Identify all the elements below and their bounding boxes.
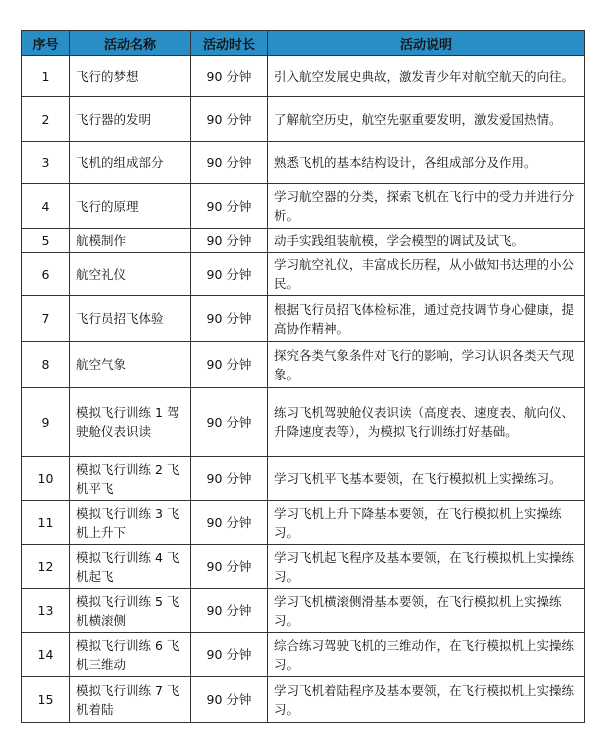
- table-row: [22, 142, 585, 184]
- cell-name: 模拟飞行训练 3 飞机上升下: [70, 501, 191, 545]
- cell-num: 12: [22, 545, 70, 589]
- cell-name: 模拟飞行训练 5 飞机横滚侧: [70, 589, 191, 633]
- cell-num: 2: [22, 97, 70, 142]
- cell-name: 飞行员招飞体验: [70, 296, 191, 342]
- cell-desc: 学习飞机上升下降基本要领，在飞行模拟机上实操练习。: [268, 501, 585, 545]
- cell-num: 4: [22, 184, 70, 229]
- table-row: [22, 633, 585, 677]
- cell-num: 11: [22, 501, 70, 545]
- cell-duration: 90 分钟: [191, 56, 268, 97]
- table-row: [22, 97, 585, 142]
- cell-desc: 综合练习驾驶飞机的三维动作，在飞行模拟机上实操练习。: [268, 633, 585, 677]
- cell-name: 飞行的梦想: [70, 56, 191, 97]
- table-row: [22, 184, 585, 229]
- table-row: [22, 501, 585, 545]
- cell-desc: 学习飞机横滚侧滑基本要领，在飞行模拟机上实操练习。: [268, 589, 585, 633]
- cell-duration: 90 分钟: [191, 545, 268, 589]
- cell-duration: 90 分钟: [191, 342, 268, 388]
- header-name: 活动名称: [70, 31, 191, 56]
- cell-desc: 探究各类气象条件对飞行的影响，学习认识各类天气现象。: [268, 342, 585, 388]
- table-header-row: [22, 31, 585, 56]
- cell-desc: 根据飞行员招飞体检标准，通过竞技调节身心健康，提高协作精神。: [268, 296, 585, 342]
- cell-name: 航空礼仪: [70, 253, 191, 296]
- cell-name: 模拟飞行训练 6 飞机三维动: [70, 633, 191, 677]
- header-num: 序号: [22, 31, 70, 56]
- cell-duration: 90 分钟: [191, 97, 268, 142]
- cell-num: 9: [22, 388, 70, 457]
- cell-name: 飞行的原理: [70, 184, 191, 229]
- cell-desc: 练习飞机驾驶舱仪表识读（高度表、速度表、航向仪、升降速度表等），为模拟飞行训练打好基础。: [268, 388, 585, 457]
- table-row: [22, 229, 585, 253]
- table-row: [22, 388, 585, 457]
- cell-desc: 学习航空器的分类，探索飞机在飞行中的受力并进行分析。: [268, 184, 585, 229]
- activity-table: [21, 30, 585, 723]
- cell-name: 模拟飞行训练 1 驾驶舱仪表识读: [70, 388, 191, 457]
- cell-num: 7: [22, 296, 70, 342]
- table-row: [22, 56, 585, 97]
- table-row: [22, 253, 585, 296]
- cell-duration: 90 分钟: [191, 142, 268, 184]
- cell-name: 飞机的组成部分: [70, 142, 191, 184]
- cell-duration: 90 分钟: [191, 501, 268, 545]
- table-row: [22, 457, 585, 501]
- cell-desc: 学习飞机着陆程序及基本要领，在飞行模拟机上实操练习。: [268, 677, 585, 723]
- cell-duration: 90 分钟: [191, 229, 268, 253]
- table-row: [22, 296, 585, 342]
- table-row: [22, 342, 585, 388]
- cell-duration: 90 分钟: [191, 457, 268, 501]
- table-row: [22, 677, 585, 723]
- cell-desc: 学习航空礼仪，丰富成长历程，从小做知书达理的小公民。: [268, 253, 585, 296]
- cell-num: 15: [22, 677, 70, 723]
- cell-name: 航空气象: [70, 342, 191, 388]
- cell-desc: 学习飞机平飞基本要领，在飞行模拟机上实操练习。: [268, 457, 585, 501]
- cell-num: 6: [22, 253, 70, 296]
- cell-num: 14: [22, 633, 70, 677]
- cell-name: 模拟飞行训练 7 飞机着陆: [70, 677, 191, 723]
- cell-duration: 90 分钟: [191, 388, 268, 457]
- cell-name: 航模制作: [70, 229, 191, 253]
- table-row: [22, 545, 585, 589]
- table-row: [22, 589, 585, 633]
- cell-num: 10: [22, 457, 70, 501]
- cell-duration: 90 分钟: [191, 589, 268, 633]
- cell-desc: 熟悉飞机的基本结构设计，各组成部分及作用。: [268, 142, 585, 184]
- cell-desc: 学习飞机起飞程序及基本要领，在飞行模拟机上实操练习。: [268, 545, 585, 589]
- cell-desc: 引入航空发展史典故，激发青少年对航空航天的向往。: [268, 56, 585, 97]
- cell-num: 13: [22, 589, 70, 633]
- cell-duration: 90 分钟: [191, 253, 268, 296]
- header-duration: 活动时长: [191, 31, 268, 56]
- cell-desc: 了解航空历史，航空先驱重要发明，激发爱国热情。: [268, 97, 585, 142]
- cell-num: 1: [22, 56, 70, 97]
- cell-duration: 90 分钟: [191, 184, 268, 229]
- cell-duration: 90 分钟: [191, 633, 268, 677]
- cell-name: 飞行器的发明: [70, 97, 191, 142]
- header-desc: 活动说明: [268, 31, 585, 56]
- cell-desc: 动手实践组装航模，学会模型的调试及试飞。: [268, 229, 585, 253]
- cell-num: 5: [22, 229, 70, 253]
- cell-duration: 90 分钟: [191, 296, 268, 342]
- cell-num: 3: [22, 142, 70, 184]
- cell-num: 8: [22, 342, 70, 388]
- cell-duration: 90 分钟: [191, 677, 268, 723]
- cell-name: 模拟飞行训练 2 飞机平飞: [70, 457, 191, 501]
- cell-name: 模拟飞行训练 4 飞机起飞: [70, 545, 191, 589]
